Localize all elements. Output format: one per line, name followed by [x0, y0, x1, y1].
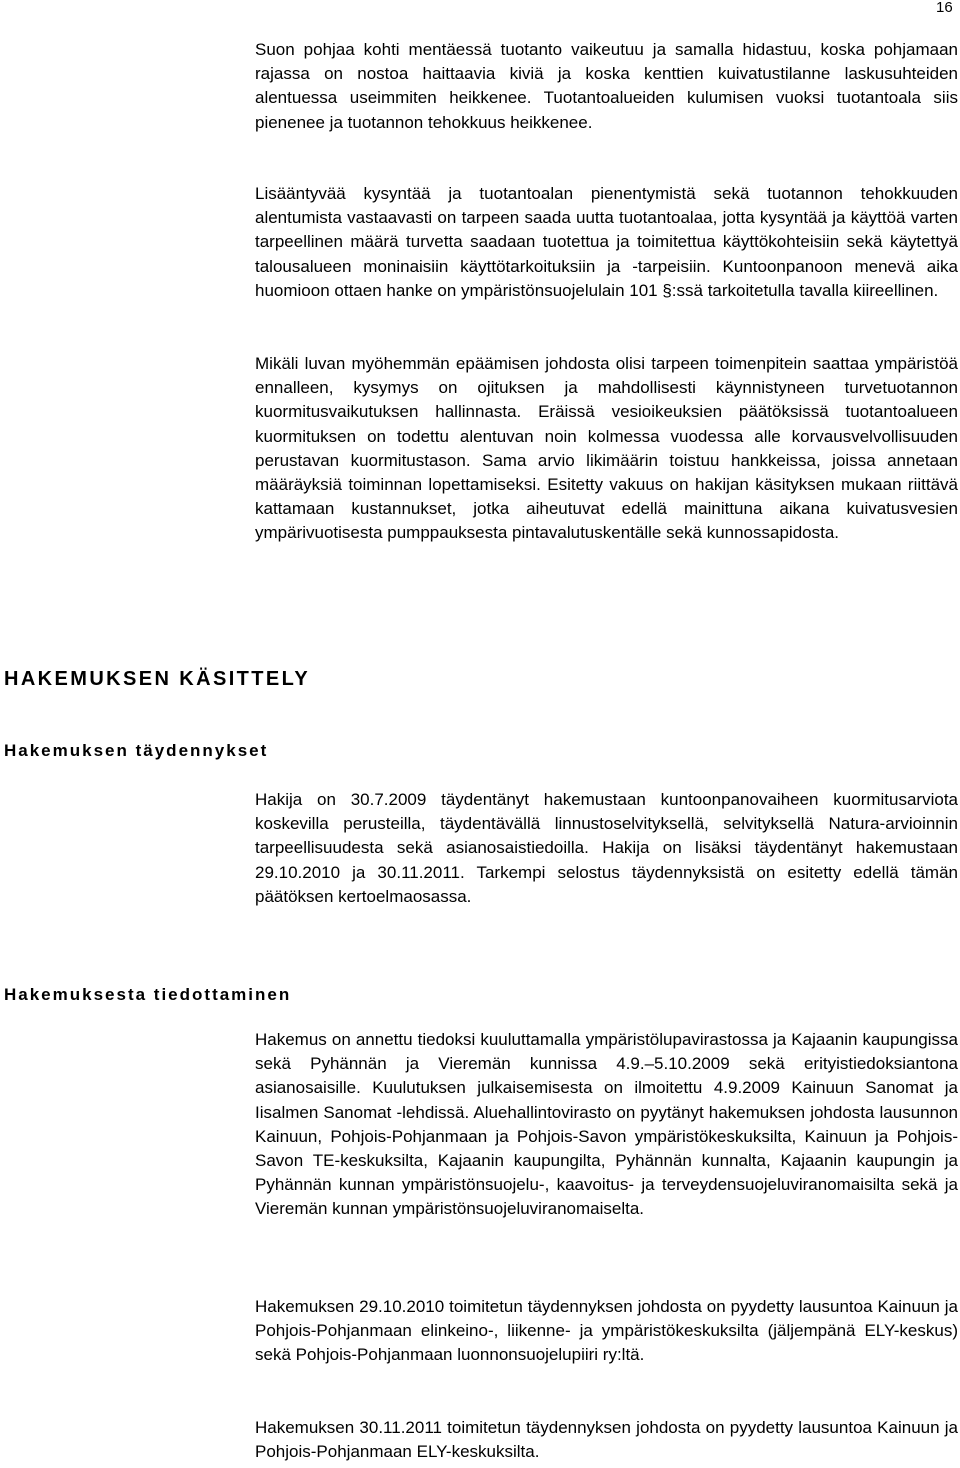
subheading-application-notification: Hakemuksesta tiedottaminen	[4, 985, 292, 1004]
subheading-application-supplements: Hakemuksen täydennykset	[4, 741, 269, 760]
paragraph-supplement-2011: Hakemuksen 30.11.2011 toimitetun täydennyksen johdosta on pyydetty lausuntoa Kainuun ja Pohjois-Pohjanmaan ELY-keskuksilta.	[255, 1418, 958, 1462]
paragraph-urgency: Lisääntyvää kysyntää ja tuotantoalan pienentymistä sekä tuotannon tehokkuuden alentumista vastaavasti on tarpeen saada uutta tuotantoalaa, jotta kysyntää ja käyttöä varten tarpeellinen määrä turvetta saadaan tuotettua ja toimitettua käyttökohteisiin sekä käytettyä talousalueen moninaisiin käyttötarkoituksiin ja -tarpeisiin. Kuntoonpanoon menevä aika huomioon ottaen hanke on ympäristönsuojelulain 101 §:ssä tarkoitetulla tavalla kiireellinen.	[255, 184, 958, 300]
paragraph-peat-production: Suon pohjaa kohti mentäessä tuotanto vaikeutuu ja samalla hidastuu, koska pohjamaan rajassa on nostoa haittaavia kiviä ja koska kenttien kuivatustilanne laskusuhteiden alentuessa useimmiten heikkenee. Tuotantoalueiden kulumisen vuoksi tuotantoala siis pienenee ja tuotannon tehokkuus heikkenee.	[255, 40, 958, 132]
section-heading-application-handling: HAKEMUKSEN KÄSITTELY	[4, 668, 311, 690]
page-number: 16	[936, 0, 953, 16]
paragraph-notification: Hakemus on annettu tiedoksi kuuluttamalla ympäristölupavirastossa ja Kajaanin kaupungissa sekä Pyhännän ja Vieremän kunnissa 4.9.–5.10.2009 sekä erityistiedoksiantona asianosaisille. Kuulutuksen julkaisemisesta on ilmoitettu 4.9.2009 Kainuun Sanomat ja Iisalmen Sanomat -lehdissä. Aluehallintovirasto on pyytänyt hakemuksen johdosta lausunnon Kainuun, Pohjois-Pohjanmaan ja Pohjois-Savon ympäristökeskuksilta, Kainuun ja Pohjois-Savon TE-keskuksilta, Kajaanin kaupungilta, Pyhännän kunnalta, Kajaanin kaupungin ja Pyhännän kunnan ympäristönsuojelu-, kaavoitus- ja terveydensuojeluviranomaisilta sekä ja Vieremän kunnan ympäristönsuojeluviranomaiselta.	[255, 1030, 958, 1219]
paragraph-guarantee: Mikäli luvan myöhemmän epäämisen johdosta olisi tarpeen toimenpitein saattaa ympäristöä ennalleen, kysymys on ojituksen ja mahdollisesti käynnistyneen turvetuotannon kuormitusvaikutuksen hallinnasta. Eräissä vesioikeuksien päätöksissä tuotantoalueen kuormituksen on todettu alentuvan noin kolmessa vuodessa alle korvausvelvollisuuden perustavan kuormitustason. Sama arvio likimäärin toistuu hankkeissa, joissa annetaan määräyksiä toiminnan lopettamiseksi. Esitetty vakuus on hakijan käsityksen mukaan riittävä kattamaan kustannukset, jotka aiheutuvat edellä mainittuna aikana kuivatusvesien ympärivuotisesta pumppauksesta pintavalutuskentälle sekä kunnossapidosta.	[255, 354, 958, 543]
paragraph-supplements: Hakija on 30.7.2009 täydentänyt hakemustaan kuntoonpanovaiheen kuormitusarviota koskevilla perusteilla, täydentävällä linnustoselvityksellä, selvityksellä Natura-arvioinnin tarpeellisuudesta sekä asianosaistiedoilla. Hakija on lisäksi täydentänyt hakemustaan 29.10.2010 ja 30.11.2011. Tarkempi selostus täydennyksistä on esitetty edellä tämän päätöksen kertoelmaosassa.	[255, 790, 958, 906]
paragraph-supplement-2010: Hakemuksen 29.10.2010 toimitetun täydennyksen johdosta on pyydetty lausuntoa Kainuun ja Pohjois-Pohjanmaan elinkeino-, liikenne- ja ympäristökeskuksilta (jäljempänä ELY-keskus) sekä Pohjois-Pohjanmaan luonnonsuojelupiiri ry:ltä.	[255, 1297, 958, 1365]
